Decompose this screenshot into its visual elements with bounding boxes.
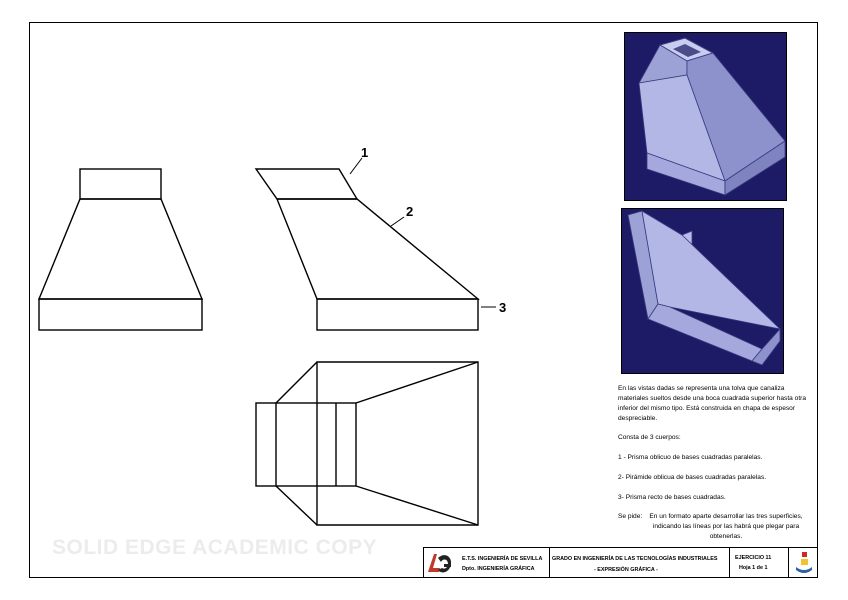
exercise-number: EJERCICIO 11: [735, 555, 772, 561]
left-view-bottom-prism: [39, 299, 202, 330]
callouts: [350, 145, 506, 315]
plan-view-edge-tr: [356, 362, 478, 403]
isometric-render-top: [624, 32, 787, 201]
left-elevation-view: [39, 169, 202, 330]
plan-view-edge-tl: [276, 362, 317, 403]
course-name: - EXPRESIÓN GRÁFICA -: [594, 567, 658, 573]
sheet-number: Hoja 1 de 1: [739, 565, 768, 571]
isometric-render-bottom: [621, 208, 784, 374]
description-intro: En las vistas dadas se representa una tolva que canaliza materiales sueltos desde una boca cuadrada superior hasta otra inferior del mismo tipo. Está construida en chapa de espesor despreciable.: [618, 385, 807, 422]
callout-2: 2: [406, 204, 414, 219]
plan-view-outer-square: [317, 362, 478, 525]
front-view-oblique-prism: [256, 169, 357, 199]
degree-cell: [550, 548, 730, 578]
university-emblem: [789, 548, 819, 578]
department-name: Dpto. INGENIERÍA GRÁFICA: [462, 566, 535, 572]
callout-leader-1: [350, 158, 362, 174]
title-block: [423, 547, 818, 578]
left-view-pyramid: [39, 199, 202, 299]
front-view-oblique-pyramid: [277, 199, 478, 299]
watermark: SOLID EDGE ACADEMIC COPY: [52, 536, 378, 559]
callout-1: 1: [361, 145, 369, 160]
callout-leader-2: [391, 217, 404, 226]
department-logo: [424, 548, 456, 578]
degree-name: GRADO EN INGENIERÍA DE LAS TECNOLOGÍAS INDUSTRIALES: [552, 556, 718, 562]
plan-view-inner-rect: [256, 403, 356, 486]
school-cell: [456, 548, 550, 578]
front-elevation-view: [256, 169, 478, 330]
task-text: En un formato aparte desarrollar las tres superficies, indicando las líneas por las habrá que plegar para obtenerlas.: [649, 513, 803, 540]
school-name: E.T.S. INGENIERÍA DE SEVILLA: [462, 556, 543, 562]
description-item-1: 1 - Prisma oblicuo de bases cuadradas paralelas.: [618, 454, 763, 461]
plan-view-edge-bl: [276, 486, 317, 525]
sheet-cell: [730, 548, 789, 578]
plan-view: [256, 362, 478, 525]
description-item-2: 2- Pirámide oblicua de bases cuadradas paralelas.: [618, 474, 767, 481]
description-count: Consta de 3 cuerpos:: [618, 434, 681, 441]
left-view-top-prism: [80, 169, 161, 199]
callout-3: 3: [499, 300, 507, 315]
description-item-3: 3- Prisma recto de bases cuadradas.: [618, 494, 726, 501]
task-label: Se pide:: [618, 513, 643, 520]
plan-view-edge-br: [356, 486, 478, 525]
front-view-bottom-prism: [317, 299, 478, 330]
